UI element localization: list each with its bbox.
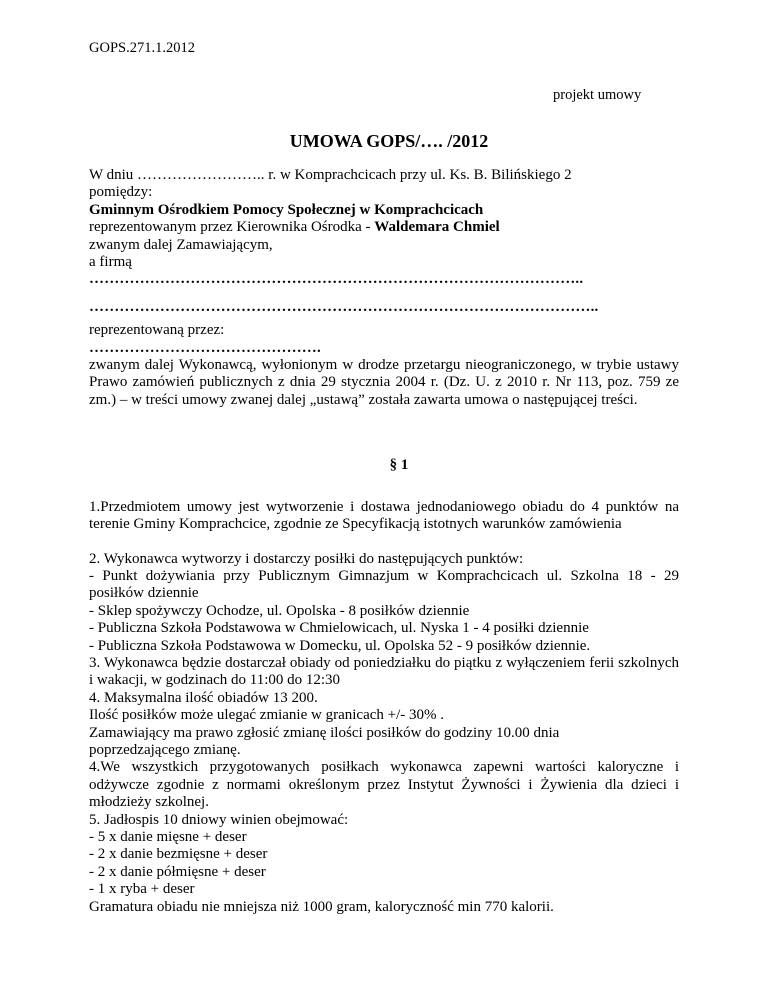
party1-representative [89, 219, 679, 236]
buyer-designation: zwanym dalej Zamawiającym, [89, 236, 273, 253]
portion-note: Gramatura obiadu nie mniejsza niż 1000 gram, kaloryczność min 770 kalorii. [89, 898, 554, 915]
menu-item-meatless: - 2 x danie bezmięsne + deser [89, 846, 268, 863]
section1-point4-nutrition: 4.We wszystkich przygotowanych posiłkach wykonawca zapewni wartości kaloryczne i odżywcze zgodnie z normami określonym przez Instytut Żywności i Żywienia dla dzieci i młodzieży szkolnej. [89, 759, 679, 811]
contractor-paragraph: zwanym dalej Wykonawcą, wyłonionym w drodze przetargu nieograniczonego, w trybie ustawy Prawo zamówień publicznych z dnia 29 stycznia 2004 r. (Dz. U. z 2010 r. Nr 113, poz. 759 ze zm.) – w treści umowy zwanej dalej „ustawą” została zawarta umowa o następującej treści. [89, 357, 679, 408]
delivery-point-1: - Punkt dożywiania przy Publicznym Gimnazjum w Komprachcicach ul. Szkolna 18 - 29 posiłków dziennie [89, 567, 679, 602]
intro-date-line: W dniu …………………….. r. w Komprachcicach przy ul. Ks. B. Bilińskiego 2 [89, 167, 572, 183]
represented-by-prefix: reprezentowanym przez Kierownika Ośrodka - [89, 219, 375, 236]
section1-point4-max: 4. Maksymalna ilość obiadów 13 200. [89, 689, 318, 706]
menu-item-meat: - 5 x danie mięsne + deser [89, 829, 247, 845]
section1-point4-variance: Ilość posiłków może ulegać zmianie w granicach +/- 30% . [89, 707, 445, 724]
section1-point3: 3. Wykonawca będzie dostarczał obiady od poniedziałku do piątku z wyłączeniem ferii szkolnych i wakacji, w godzinach do 11:00 do 12:30 [89, 654, 679, 689]
company-name-blank-2: ……………………………………………………………………………………….. [89, 298, 599, 315]
delivery-point-2: - Sklep spożywczy Ochodze, ul. Opolska - 8 posiłków dziennie [89, 602, 470, 619]
menu-item-fish: - 1 x ryba + deser [89, 881, 195, 898]
section1-point5-intro: 5. Jadłospis 10 dniowy winien obejmować: [89, 811, 349, 828]
section1-point1: 1.Przedmiotem umowy jest wytworzenie i dostawa jednodaniowego obiadu do 4 punktów na terenie Gminy Komprachcice, zgodnie ze Specyfikacją istotnych warunków zamówienia [89, 498, 679, 533]
and-company: a firmą [89, 254, 132, 271]
representative-blank: ………………………………………. [89, 339, 321, 356]
party1-name: Gminnym Ośrodkiem Pomocy Społecznej w Komprachcicach [89, 201, 484, 218]
company-name-blank-1: …………………………………………………………………………………….. [89, 271, 584, 288]
document-body [89, 167, 679, 916]
contract-title: UMOWA GOPS/…. /2012 [289, 131, 489, 151]
section1-point4-change: Zamawiający ma prawo zgłosić zmianę ilości posiłków do godziny 10.00 dnia poprzedzającego zmianę. [89, 724, 560, 758]
delivery-point-4: - Publiczna Szkoła Podstawowa w Domecku, ul. Opolska 52 - 9 posiłków dziennie. [89, 637, 591, 654]
represented-by-label: reprezentowaną przez: [89, 322, 225, 339]
menu-item-half-meat: - 2 x danie półmięsne + deser [89, 863, 266, 880]
draft-label: projekt umowy [553, 87, 642, 103]
intro-between: pomiędzy: [89, 184, 153, 201]
representative-name: Waldemara Chmiel [374, 219, 500, 236]
delivery-point-3: - Publiczna Szkoła Podstawowa w Chmielowicach, ul. Nyska 1 - 4 posiłki dziennie [89, 620, 589, 637]
section1-point2-intro: 2. Wykonawca wytworzy i dostarczy posiłki do następujących punktów: [89, 550, 524, 567]
document-reference: GOPS.271.1.2012 [89, 40, 195, 56]
section-1-heading: § 1 [389, 457, 409, 474]
